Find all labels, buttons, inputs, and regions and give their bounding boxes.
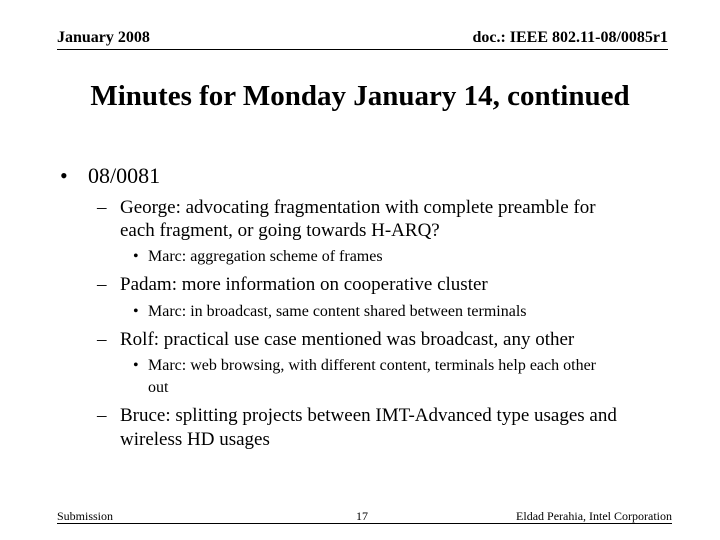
item-rolf-sub-line2: out (148, 379, 169, 396)
item-padam-sub: Marc: in broadcast, same content shared between terminals (148, 303, 527, 320)
topic-label: 08/0081 (88, 163, 161, 188)
bullet-l2-icon: – (97, 405, 107, 426)
item-bruce-line1: Bruce: splitting projects between IMT-Advanced type usages and (120, 405, 617, 426)
footer-page-number: 17 (356, 509, 368, 523)
bullet-l3-icon: • (133, 357, 139, 374)
slide-title: Minutes for Monday January 14, continued (90, 80, 630, 112)
item-george-line2: each fragment, or going towards H-ARQ? (120, 220, 440, 241)
header-doc-id: doc.: IEEE 802.11-08/0085r1 (472, 29, 668, 46)
bullet-l3-icon: • (133, 303, 139, 320)
item-padam-line1: Padam: more information on cooperative cluster (120, 274, 488, 295)
header-date: January 2008 (57, 29, 150, 46)
footer-submission: Submission (57, 509, 114, 523)
footer-divider (57, 523, 672, 524)
bullet-l2-icon: – (97, 329, 107, 350)
bullet-l1-icon: • (60, 163, 68, 188)
bullet-l3-icon: • (133, 248, 139, 265)
bullet-l2-icon: – (97, 197, 107, 218)
footer-author: Eldad Perahia, Intel Corporation (516, 509, 672, 523)
header-divider (57, 49, 668, 50)
item-rolf-sub-line1: Marc: web browsing, with different content, terminals help each other (148, 357, 597, 374)
item-george-line1: George: advocating fragmentation with complete preamble for (120, 197, 596, 218)
item-rolf-line1: Rolf: practical use case mentioned was broadcast, any other (120, 329, 575, 350)
item-george-sub: Marc: aggregation scheme of frames (148, 248, 383, 265)
bullet-l2-icon: – (97, 274, 107, 295)
item-bruce-line2: wireless HD usages (120, 429, 270, 450)
